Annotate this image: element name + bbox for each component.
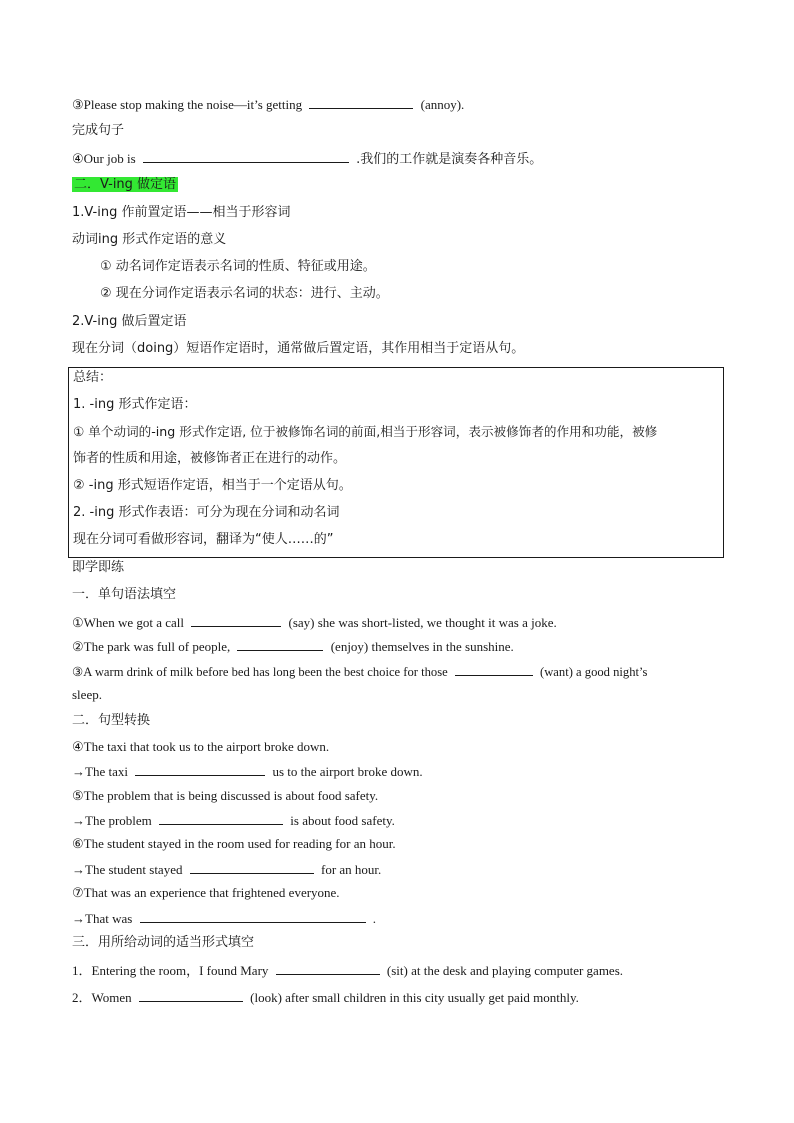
t6-answer (72, 860, 381, 879)
p2-prefix: ②The park was full of people, (72, 639, 231, 654)
summary-s2-desc: 现在分词可看做形容词，翻译为“使人……的” (73, 532, 334, 547)
p1-prefix: ①When we got a call (72, 615, 184, 630)
t7-prefix: →That was (72, 911, 133, 926)
f1-blank[interactable] (276, 961, 380, 975)
t4-prefix: →The taxi (72, 764, 128, 779)
exercise-q4 (72, 149, 542, 169)
section2-heading (72, 176, 178, 194)
p1-suffix: (say) she was short-listed, we thought it was a joke. (288, 615, 557, 630)
p2-suffix: (enjoy) themselves in the sunshine. (330, 639, 514, 654)
q4-prefix: ④Our job is (72, 151, 136, 166)
t6-suffix: for an hour. (320, 862, 382, 877)
section2-sub2: 2.V-ing 做后置定语 (72, 314, 187, 329)
summary-box (68, 367, 724, 558)
meaning-point2: ② 现在分词作定语表示名词的状态：进行、主动。 (100, 286, 389, 301)
section2-heading-text: 二．V-ing 做定语 (74, 177, 177, 192)
t5-suffix: is about food safety. (290, 813, 395, 828)
section2-sub2-desc: 现在分词（doing）短语作定语时，通常做后置定语，其作用相当于定语从句。 (72, 341, 525, 356)
p3-suffix: (want) a good night’s (540, 665, 648, 679)
t4-original: ④The taxi that took us to the airport broke down. (72, 739, 330, 754)
t7-blank[interactable] (140, 909, 366, 923)
t4-suffix: us to the airport broke down. (272, 764, 423, 779)
exercise-f2 (72, 988, 579, 1007)
f1-prefix: 1．Entering the room，I found Mary (72, 963, 269, 978)
exercise-q3 (72, 95, 464, 114)
t5-blank[interactable] (159, 811, 283, 825)
part1-title: 一．单句语法填空 (72, 587, 177, 602)
exercise-p3 (72, 662, 647, 681)
q4-suffix: .我们的工作就是演奏各种音乐。 (356, 152, 543, 167)
part2-title: 二．句型转换 (72, 713, 151, 728)
q3-blank[interactable] (309, 95, 413, 109)
p2-blank[interactable] (237, 637, 323, 651)
f2-suffix: (look) after small children in this city usually get paid monthly. (250, 990, 579, 1005)
t5-prefix: →The problem (72, 813, 152, 828)
t6-prefix: →The student stayed (72, 862, 183, 877)
meaning-point1: ① 动名词作定语表示名词的性质、特征或用途。 (100, 259, 376, 274)
q4-blank[interactable] (143, 149, 349, 163)
f1-suffix: (sit) at the desk and playing computer games. (386, 963, 624, 978)
p3-prefix: ③A warm drink of milk before bed has long been the best choice for those (72, 665, 448, 679)
p1-blank[interactable] (191, 613, 281, 627)
complete-sentence-heading: 完成句子 (72, 123, 125, 138)
summary-s1b: ② -ing 形式短语作定语，相当于一个定语从句。 (73, 478, 352, 493)
q3-suffix: (annoy). (420, 97, 465, 112)
t4-answer (72, 762, 423, 781)
summary-s1a-line2: 饰者的性质和用途，被修饰者正在进行的动作。 (73, 451, 347, 466)
t4-blank[interactable] (135, 762, 265, 776)
exercise-p1 (72, 613, 557, 632)
summary-title: 总结： (73, 370, 113, 385)
t6-blank[interactable] (190, 860, 314, 874)
t7-suffix: . (372, 911, 377, 926)
summary-s2: 2. -ing 形式作表语：可分为现在分词和动名词 (73, 505, 340, 520)
f2-blank[interactable] (139, 988, 243, 1002)
t5-answer (72, 811, 395, 830)
exercise-p3-line2: sleep. (72, 687, 102, 702)
t6-original: ⑥The student stayed in the room used for reading for an hour. (72, 836, 396, 851)
f2-prefix: 2．Women (72, 990, 132, 1005)
practice-title: 即学即练 (72, 560, 125, 575)
exercise-f1 (72, 961, 623, 980)
summary-s1a-line1: ① 单个动词的-ing 形式作定语, 位于被修饰名词的前面,相当于形容词，表示被修饰者的作用和功能，被修 (73, 424, 658, 439)
q3-prefix: ③Please stop making the noise—it’s getting (72, 97, 303, 112)
t7-original: ⑦That was an experience that frightened everyone. (72, 885, 340, 900)
t5-original: ⑤The problem that is being discussed is about food safety. (72, 788, 379, 803)
t7-answer (72, 909, 376, 928)
p3-blank[interactable] (455, 662, 533, 676)
exercise-p2 (72, 637, 514, 656)
meaning-title: 动词ing 形式作定语的意义 (72, 232, 227, 247)
part3-title: 三．用所给动词的适当形式填空 (72, 935, 255, 950)
summary-s1: 1. -ing 形式作定语： (73, 397, 197, 412)
section2-sub1: 1.V-ing 作前置定语——相当于形容词 (72, 205, 291, 220)
